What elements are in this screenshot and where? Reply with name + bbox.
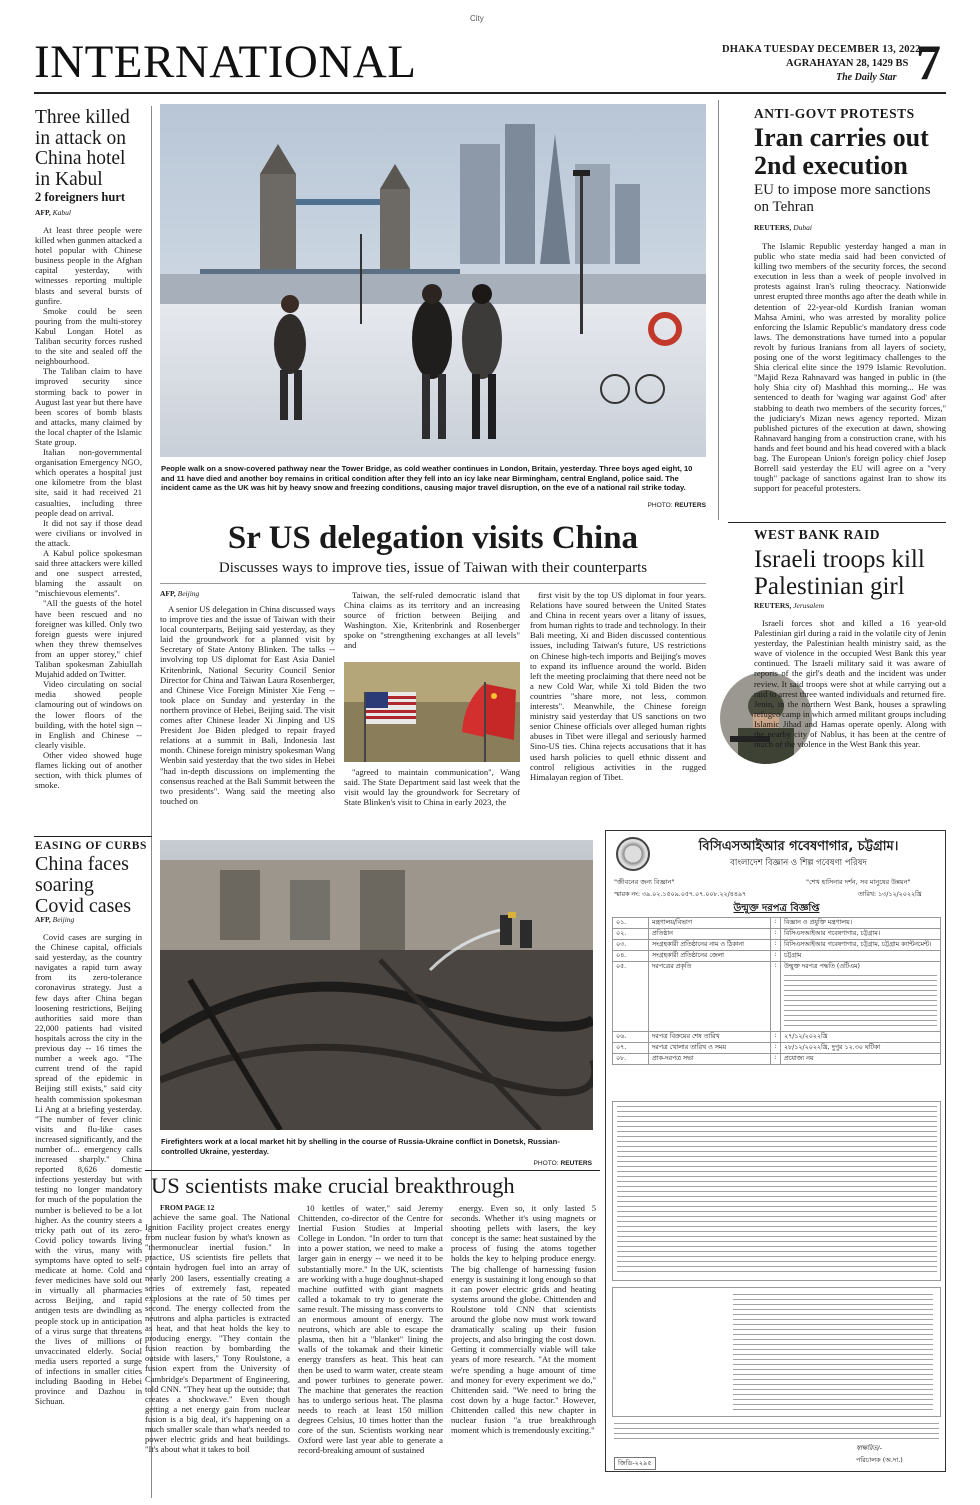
credit-name: REUTERS: [674, 502, 706, 509]
ad-memo: স্মারক নং: ৩৯.০২.১৫০৯.০৫৭.০৭.০০৮.২২/৪৪৯৭: [614, 891, 747, 898]
credit-name: REUTERS: [560, 1160, 592, 1167]
fusion-byline: FROM PAGE 12: [160, 1203, 215, 1212]
kabul-para: Smoke could be seen pouring from the multi-storey Kabul Longan Hotel as Taliban security forces rushed to the site and sealed off the neighbourhood.: [35, 305, 142, 367]
london-snow-photo: [160, 104, 706, 457]
usc-text-2a: Taiwan, the self-ruled democratic island that China claims as its territory and an increasing source of friction between Beijing and Washington. Xie, Kritenbrink and Rosenberger spoke on "strengthening exchanges at all levels" and: [344, 590, 520, 651]
covid-byline: [35, 915, 74, 924]
kabul-agency: AFP,: [35, 208, 51, 217]
wb-place: Jerusalem: [793, 601, 825, 610]
us-china-byline: [160, 589, 199, 598]
london-snow-illustration: [160, 104, 706, 457]
paper-logo: The Daily Star: [836, 72, 897, 83]
wb-agency: REUTERS,: [754, 601, 792, 610]
us-china-subhead: Discusses ways to improve ties, issue of Taiwan with their counterparts: [218, 560, 648, 576]
iran-place: Dubai: [793, 223, 812, 232]
ad-row-key: প্রাক-দরপত্র সভা: [649, 1054, 771, 1064]
ad-row: ০৫. দরপত্রের প্রকৃতি : উন্মুক্ত দরপত্র পদ্ধতি (ওটিএম): [613, 962, 940, 1032]
section-rule: [728, 522, 946, 523]
ad-row-key: দরপত্র বিক্রয়ের শেষ তারিখ: [649, 1032, 771, 1042]
tender-advertisement: [605, 830, 946, 1472]
page-label-city: City: [470, 14, 484, 23]
bcsir-seal-icon: [616, 837, 650, 871]
ad-row: ০৭. দরপত্র খোলার তারিখ ও সময় : ২৮/১২/২০২২খ্রি, দুপুর ১২.৩০ ঘটিকা: [613, 1043, 940, 1054]
covid-body: [35, 932, 142, 1498]
us-china-col1: [160, 604, 335, 830]
ad-date: তারিখ: ১৩/১২/২০২২খ্রি: [858, 891, 922, 898]
col-divider: [718, 100, 719, 520]
ad-row-val: প্রযোজ্য নয়: [784, 1055, 814, 1062]
london-photo-caption: People walk on a snow-covered pathway near the Tower Bridge, as cold weather continues in London, Britain, yesterday. Three boys aged eight, 10 and 11 have died and another boy remains in critical condition after they fell into an icy lake near Birmingham, central England, police said. The incident came as the UK was hit by heavy snow and freezing conditions, causing major travel disruption, on the eve of a national rail strike today.: [161, 464, 693, 493]
westbank-byline: [754, 601, 824, 610]
kabul-subhead: 2 foreigners hurt: [35, 190, 126, 204]
kabul-para: It did not say if those dead were civilians or involved in the attack.: [35, 517, 142, 548]
fusion-headline: US scientists make crucial breakthrough: [151, 1173, 515, 1198]
covid-text: Covid cases are surging in the Chinese capital, officials said yesterday, as the country navigates a rapid turn away from its zero-tolerance coronavirus strategy. Just a few days after China began loosening restrictions, Beijing authorities said more than 22,000 patients had visited hospitals across the city in the previous day -- 16 times the number a week ago. "The current trend of the rapid spread of the epidemic in Beijing still exists," said city health commission spokesman Li Ang at a briefing yesterday. "The number of fever clinic visits and flu-like cases increased significantly, and the number of... emergency calls increased sharply." China reported 8,626 domestic infections yesterday but with testing no longer mandatory for much of the population the number is believed to be a lot higher. As the country steers a tricky path out of its zero-Covid policy towards living with the virus, many with symptoms have opted to self-medicate at home. Cold and fever medicines have sold out in virtually all pharmacies across Beijing, and rapid antigen tests are dwindling as people stock up in anticipation of a virus surge that threatens the lives of millions of unvaccinated elderly. Social media users reported a surge of infections in smaller cities including Baoding in Hebei province and Dazhou in Sichuan.: [35, 932, 142, 1407]
ad-motto-left: "জীবনের জন্য বিজ্ঞান": [614, 878, 675, 886]
iran-agency: REUTERS,: [754, 223, 792, 232]
kabul-para: The Taliban claim to have improved security since storming back to power in August last year but there have been scores of bomb blasts and attacks, many claimed by the local chapter of the Islamic State group.: [35, 366, 142, 447]
flags-illustration: [344, 662, 520, 762]
ad-row: ০১. মন্ত্রণালয়/বিভাগ : বিজ্ঞান ও প্রযুক্তি মন্ত্রণালয়।: [613, 918, 940, 929]
us-china-col2b: [344, 767, 520, 830]
ad-sign-role: পরিচালক (অ.দা.): [856, 1456, 903, 1464]
westbank-kicker: WEST BANK RAID: [754, 527, 881, 542]
covid-headline: China faces soaring Covid cases: [35, 853, 132, 917]
masthead-rule: [34, 92, 946, 94]
ad-row: ০৮. প্রাক-দরপত্র সভা : প্রযোজ্য নয়: [613, 1054, 940, 1065]
iran-byline: [754, 223, 812, 232]
ad-notice-title: উন্মুক্ত দরপত্র বিজ্ঞপ্তি: [733, 903, 820, 914]
fusion-text-2: 10 kettles of water," said Jeremy Chittenden, co-director of the Centre for Inertial Fusion Studies at Imperial College in London. "In order to turn that into a power station, we need to make a larger gain in energy -- we need it to be substantially more." In the UK, scientists are working with a huge doughnut-shaped machine outfitted with giant magnets called a tokamak to try to generate the same result. The missing mass converts to an enormous amount of energy. The neutrons, which are able to escape the plasma, then hit a "blanket" lining the walls of the tokamak and their kinetic energy transfers as heat. This heat can then be used to warm water, create steam and power turbines to generate power. The machine that generates the reaction has to undergo serious heat. The plasma needs to reach at least 150 million degrees Celsius, 10 times hotter than the core of the sun. Scientists working near Oxford were last year able to generate a record-breaking amount of sustained: [298, 1203, 443, 1456]
bangla-date: AGRAHAYAN 28, 1429 BS: [786, 58, 909, 69]
westbank-headline: Israeli troops kill Palestinian girl: [754, 546, 925, 600]
ad-row-key: মন্ত্রণালয়/বিভাগ: [649, 918, 771, 928]
iran-body: [754, 241, 946, 514]
usc-agency: AFP,: [160, 589, 176, 598]
ad-title: বিসিএসআইআর গবেষণাগার, চট্টগ্রাম।: [698, 839, 899, 854]
london-photo-credit: [580, 502, 706, 509]
ad-row-key: দরপত্র খোলার তারিখ ও সময়: [649, 1043, 771, 1053]
wb-text: Israeli forces shot and killed a 16 year-old Palestinian girl during a raid in the volatile city of Jenin yesterday, the Palestinian health ministry said, as the wave of violence in the occupied West Bank this year continued. The Israeli military said it was aware of reports of the girl's death and the incident was under review. It said troops were shot at while carrying out a raid to arrest three wanted individuals and returned fire. Jenin, in the northern West Bank, houses a sprawling refugee camp in which armed militant groups including Islamic Jihad and Hamas operate openly. Along with the nearby city of Nablus, it has been at the centre of much of the violence in the West Bank this year.: [754, 618, 946, 750]
credit-label: PHOTO:: [533, 1160, 559, 1167]
kabul-para: "All the guests of the hotel have been rescued and no foreigner was killed. Only two foreign guests were injured when they threw themselves from an upper storey," chief Taliban spokesman Zabiullah Mujahid added on Twitter.: [35, 598, 142, 680]
ad-signature: স্বাক্ষরিত/-: [856, 1444, 882, 1452]
ad-row-val-text: উন্মুক্ত দরপত্র পদ্ধতি (ওটিএম): [784, 963, 860, 970]
ad-row-key: প্রতিষ্ঠান: [649, 929, 771, 939]
kabul-para: A Kabul police spokesman said three attackers were killed and one suspect arrested, blaming the assault on "mischievous elements".: [35, 548, 142, 599]
ad-lot-table: [612, 1101, 941, 1281]
kabul-para: Other video showed huge flames licking out of another section, with thick plumes of smoke.: [35, 749, 142, 791]
ad-conditions: [612, 1287, 941, 1417]
ad-motto-right: "শেখ হাসিনার দর্শন, সব মানুষের উন্নয়ন": [806, 878, 911, 886]
usc-text-2b: "agreed to maintain communication", Wang said. The State Department said last week that the visit would lay the groundwork for Secretary of State Blinken's visit to China in early 2023, the: [344, 767, 520, 808]
usc-text-3: first visit by the top US diplomat in four years. Relations have soured between the United States and China in recent years over a litany of issues, from human rights to trade and technology. In their Bali meeting, Xi and Biden discussed contentious issues, including Taiwan's future, US restrictions on Chinese high-tech imports and Beijing's moves to expand its influence around the world. Biden left the meeting proclaiming that there need not be a new Cold War, while Xi told Biden the two countries "share more, not less, common interests". Meanwhile, the Chinese foreign ministry said yesterday that US sanctions on two senior Chinese officials over alleged human rights abuses in Tibet were illegal and seriously harmed Sino-US ties. China rejects accusations that it has used harsh policies to quell ethnic dissent and control religious activities in the rugged Himalayan region of Tibet.: [530, 590, 706, 782]
section-rule: [160, 583, 706, 584]
ad-row-num: ০১.: [613, 918, 649, 928]
credit-label: PHOTO:: [647, 502, 673, 509]
ad-row-val: ২৮/১২/২০২২খ্রি, দুপুর ১২.৩০ ঘটিকা: [784, 1044, 881, 1051]
ad-row-val: বিসিএসআইআর গবেষণাগার, চট্টগ্রাম, চট্টগ্রাম ক্যান্টনমেন্ট।: [784, 941, 932, 948]
fusion-text-1: achieve the same goal. The National Ignition Facility project creates energy from nuclear fusion by what's known as "thermonuclear inertial fusion." In practice, US scientists fire pellets that contain hydrogen fuel into an array of nearly 200 lasers, essentially creating a series of extremely fast, repeated explosions at the rate of 50 times per second. The energy collected from the neutrons and alpha particles is extracted as heat, and that heat holds the key to producing energy. "They contain the fusion reaction by bombarding the outside with lasers," Tony Roulstone, a fusion expert from the University of Cambridge's Department of Engineering, told CNN. "They heat up the outside; that creates a shockwave." Even though getting a net energy gain from nuclear fusion is a big deal, it's happening on a much smaller scale than what's needed to power electric grids and heat buildings. "It's about what it takes to boil: [145, 1212, 290, 1455]
ad-row-num: ০৭.: [613, 1043, 649, 1053]
donetsk-photo: [160, 840, 593, 1130]
ad-row-val: বিজ্ঞান ও প্রযুক্তি মন্ত্রণালয়।: [784, 919, 852, 926]
ad-row-num: ০৮.: [613, 1054, 649, 1064]
ad-code: জিডি-২২৯৫: [614, 1457, 656, 1470]
ad-row: ০২. প্রতিষ্ঠান : বিসিএসআইআর গবেষণাগার, চট্টগ্রাম।: [613, 929, 940, 940]
ad-row-num: ০৫.: [613, 962, 649, 1031]
kabul-para: Video circulating on social media showed people clamouring out of windows on the lower floors of the building, with the hotel sign -- in English and Chinese -- clearly visible.: [35, 679, 142, 750]
kabul-para: Italian non-governmental organisation Emergency NGO, which operates a hospital just one kilometre from the blast site, said it had received 21 casualties, including three people dead on arrival.: [35, 447, 142, 518]
date-line: DHAKA TUESDAY DECEMBER 13, 2022: [722, 44, 921, 55]
kabul-place: Kabul: [52, 208, 71, 217]
fusion-col2: [298, 1203, 443, 1498]
section-rule: [145, 1170, 600, 1171]
kabul-para: At least three people were killed when gunmen attacked a hotel popular with Chinese business people in the Afghan capital yesterday, with witnesses reporting multiple blasts and several bursts of gunfire.: [35, 225, 142, 306]
ad-row-key: দরপত্রের প্রকৃতি: [649, 962, 771, 1031]
iran-subhead: EU to impose more sanctions on Tehran: [754, 182, 931, 215]
iran-kicker: ANTI-GOVT PROTESTS: [754, 106, 915, 121]
fusion-col1: [145, 1212, 290, 1498]
ad-footnote: [614, 1423, 939, 1439]
us-china-col3: [530, 590, 706, 830]
donetsk-photo-credit: [470, 1160, 592, 1167]
covid-agency: AFP,: [35, 915, 51, 924]
fusion-col3: [451, 1203, 596, 1498]
section-rule: [34, 836, 152, 837]
ad-row-num: ০৪.: [613, 951, 649, 961]
usc-text-1: A senior US delegation in China discussed ways to improve ties and the issue of Taiwan with their local counterparts, Beijing said yesterday, as they laid the groundwork for a planned visit by Secretary of State Antony Blinken. The talks -- involving top US diplomat for East Asia Daniel Kritenbrink, National Security Council Senior Director for China and Taiwan Laura Rosenberger, and Chinese Vice Foreign Minister Xie Feng -- took place on Sunday and yesterday in the northern province of Hebei, Beijing said. The visit comes after Chinese leader Xi Jinping and US President Joe Biden pledged to repair frayed relations at a summit in Bali, Indonesia last month. Chinese foreign ministry spokesman Wang Wenbin said yesterday that the two sides in Hebei "had in-depth discussions on implementing the consensus reached at the Bali Summit between the two presidents". Wang said the meeting also touched on: [160, 604, 335, 806]
ad-row-val: [781, 962, 940, 1031]
donetsk-illustration: [160, 840, 593, 1130]
section-title: INTERNATIONAL: [34, 36, 417, 88]
iran-headline: Iran carries out 2nd execution: [754, 123, 929, 180]
ad-row-val: বিসিএসআইআর গবেষণাগার, চট্টগ্রাম।: [784, 930, 880, 937]
donetsk-photo-caption: Firefighters work at a local market hit by shelling in the course of Russia-Ukraine conflict in Donetsk, Russian-controlled Ukraine, yesterday.: [161, 1137, 560, 1156]
us-china-col2a: [344, 590, 520, 660]
ad-row-num: ০৬.: [613, 1032, 649, 1042]
iran-text: The Islamic Republic yesterday hanged a man in public who state media said had been convicted of killing two members of the security forces, the second execution in less than a week of people involved in protests against Iran's ruling theocracy. Nationwide unrest erupted three months ago after the death while in detention of 22-year-old Kurdish Iranian woman Mahsa Amini, who was arrested by morality police enforcing the Islamic Republic's mandatory dress code laws. The demonstrations have turned into a popular revolt by furious Iranians from all layers of society, posing one of the worst legitimacy challenges to the Shia clerical elite since the 1979 Islamic Revolution. "Majid Reza Rahnavard was hanged in public in (the holy Shia city of) Mashhad this morning... He was sentenced to death for 'waging war against God' after stabbing to death two members of the security forces," the judiciary's Mizan news agency reported. Mizan published pictures of the execution at dawn, showing Rahnavard hanging from a construction crane, with his hands and feet bound and his head covered with a black bag. The European Union's foreign policy chief Josep Borrell said yesterday the EU will agree on a "very tough" package of sanctions against Iran to show its support for peaceful protesters.: [754, 241, 946, 494]
kabul-byline: [35, 208, 71, 217]
ad-row-val: ২৭/১২/২০২২খ্রি: [784, 1033, 828, 1040]
covid-kicker: EASING OF CURBS: [35, 840, 147, 852]
fusion-text-3: energy. Even so, it only lasted 5 seconds. Whether it's using magnets or shooting pellets with lasers, the key concept is the same: heat sustained by the process of fusing the atoms together holds the key to helping produce energy. The big challenge of harnessing fusion energy is sustaining it long enough so that it can power electric grids and heating systems around the globe. Chittenden and Roulstone told CNN that scientists around the globe now must work toward dramatically scaling up their fusion projects, and also bringing the cost down. Getting it commercially viable will take years of more research. "At the moment we're spending a huge amount of time and money for every experiment we do," Chittenden said. "We need to bring the cost down by a huge factor." However, Chittenden called this new chapter in nuclear fusion "a true breakthrough moment which is tremendously exciting.": [451, 1203, 596, 1436]
ad-row: ০৪. সংগ্রহকারী প্রতিষ্ঠানের জেলা : চট্টগ্রাম: [613, 951, 940, 962]
usc-place: Beijing: [177, 589, 200, 598]
ad-table: [612, 917, 941, 1065]
covid-place: Beijing: [52, 915, 75, 924]
kabul-headline: Three killed in attack on China hotel in Kabul: [35, 107, 130, 190]
ad-row: ০৩. সংগ্রহকারী প্রতিষ্ঠানের নাম ও ঠিকানা : বিসিএসআইআর গবেষণাগার, চট্টগ্রাম, চট্টগ্রাম ক্যান্টনমেন্ট।: [613, 940, 940, 951]
ad-row: ০৬. দরপত্র বিক্রয়ের শেষ তারিখ : ২৭/১২/২০২২খ্রি: [613, 1032, 940, 1043]
page-number: 7: [916, 34, 941, 90]
ad-row-val: চট্টগ্রাম: [784, 952, 802, 959]
westbank-body: [754, 618, 946, 858]
ad-row-key: সংগ্রহকারী প্রতিষ্ঠানের জেলা: [649, 951, 771, 961]
us-china-headline: Sr US delegation visits China: [227, 520, 639, 556]
ad-row-key: সংগ্রহকারী প্রতিষ্ঠানের নাম ও ঠিকানা: [649, 940, 771, 950]
ad-row-num: ০২.: [613, 929, 649, 939]
flags-photo: [344, 662, 520, 762]
ad-row-num: ০৩.: [613, 940, 649, 950]
ad-subtitle: বাংলাদেশ বিজ্ঞান ও শিল্প গবেষণা পরিষদ: [730, 858, 867, 868]
